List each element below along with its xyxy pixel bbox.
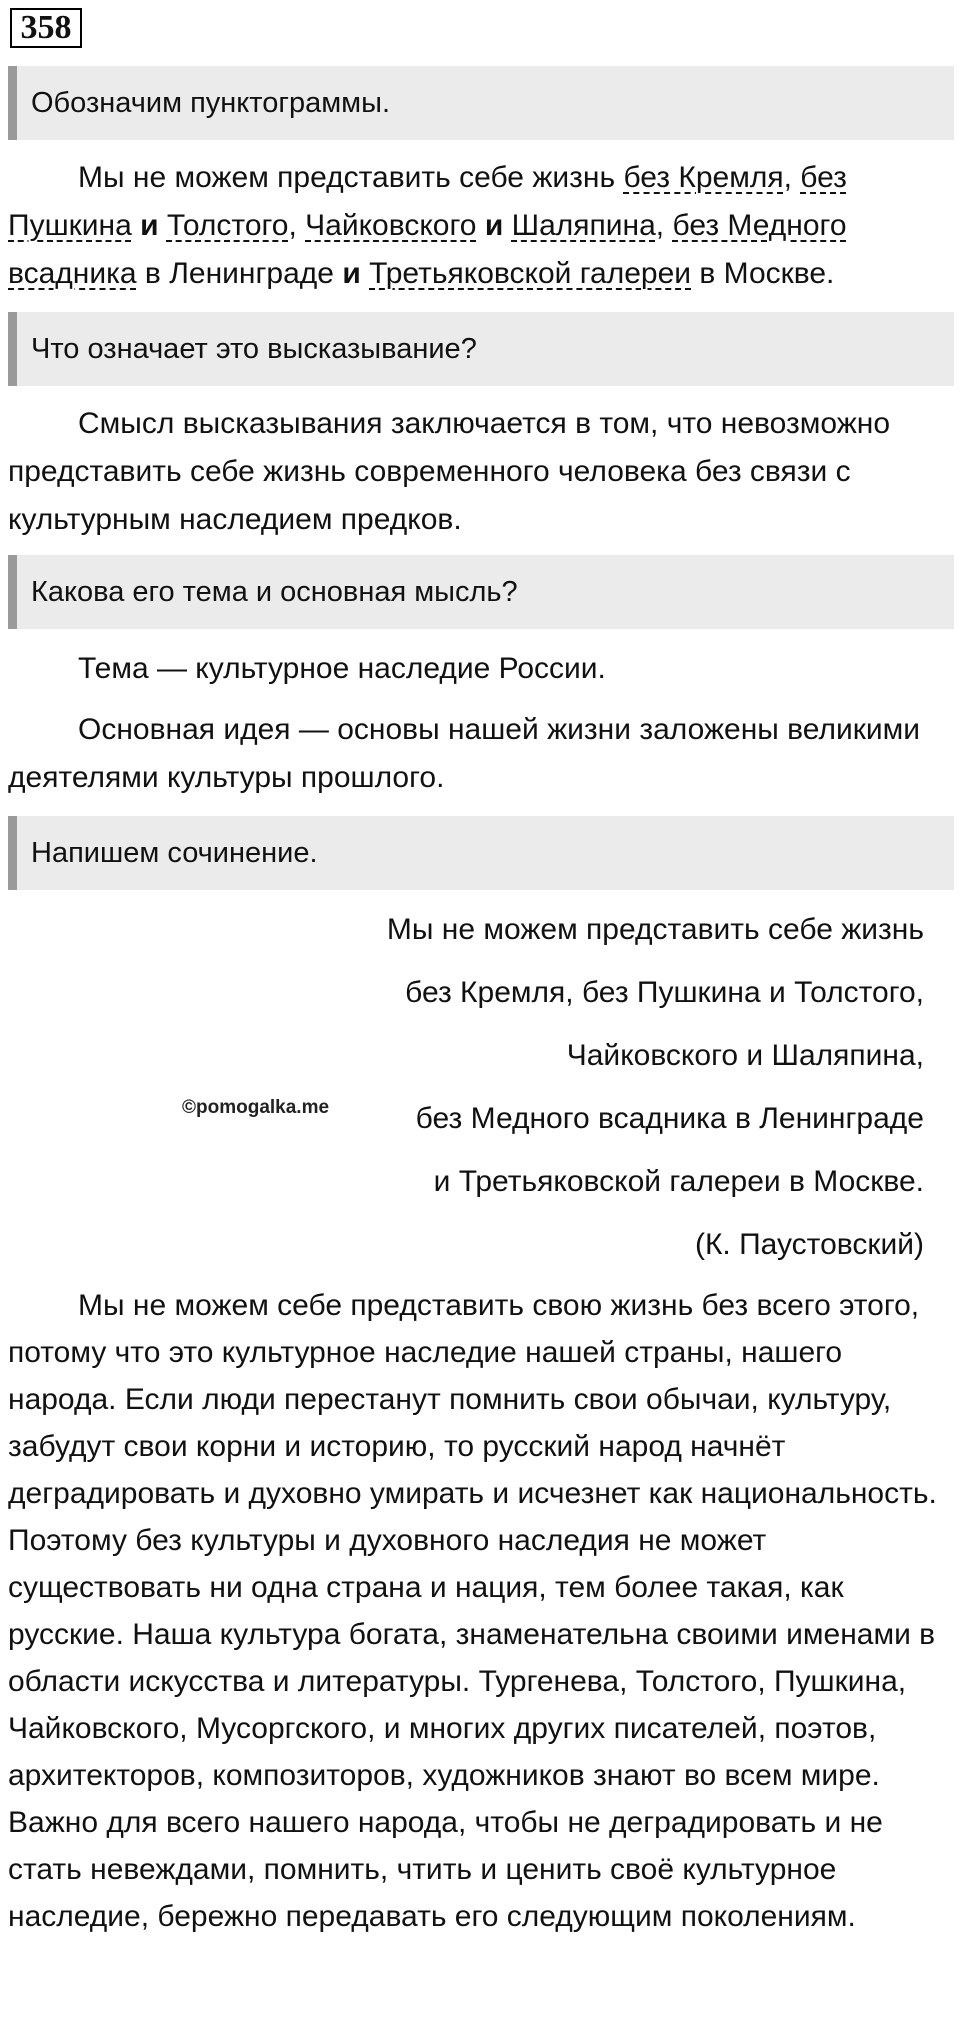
homogeneous-member: Толстого [166,209,289,242]
homogeneous-member: Шаляпина [511,209,656,242]
sentence-text: Мы не можем представить себе жизнь [78,161,624,194]
section-heading-essay: Напишем сочинение. [8,816,954,890]
homogeneous-member: Третьяковской галереи [369,257,692,290]
homogeneous-member: без Кремля [623,161,784,194]
watermark: ©pomogalka.me [182,1097,330,1118]
theme-paragraph: Тема — культурное наследие России. [78,652,606,685]
sentence-text: , [655,209,673,242]
exercise-number: 358 [10,8,82,48]
homogeneous-member: Чайковского [305,209,477,242]
section-heading-theme: Какова его тема и основная мысль? [8,555,954,629]
quote-author: (К. Паустовский) [694,1228,924,1261]
conjunction: и [342,257,361,290]
homogeneous-member: Пушкина [8,209,132,242]
homogeneous-member: всадника [8,257,137,290]
meaning-paragraph: Смысл высказывания заключается в том, что невозможно представить себе жизнь современного человека без связи с культурным наследием предков. [8,407,891,536]
sentence-text: в Москве. [691,257,835,290]
quote-line: без Кремля, без Пушкина и Толстого, [405,976,924,1009]
essay-paragraph: Мы не можем себе представить свою жизнь без всего этого, потому что это культурное наследие нашей страны, нашего народа. Если люди перестанут помнить свои обычаи, культуру, забудут свои корни и историю, то русский народ начнёт деградировать и духовно умирать и исчезнет как национальность. Поэтому без культуры и духовного наследия не может существовать ни одна страна и нация, тем более такая, как русские. Наша культура богата, знаменательна своими именами в области искусства и литературы. Тургенева, Толстого, Пушкина, Чайковского, Мусоргского, и многих других писателей, поэтов, архитекторов, композиторов, художников знают во всем мире. Важно для всего нашего народа, чтобы не деградировать и не стать невеждами, помнить, чтить и ценить своё культурное наследие, бережно передавать его следующим поколениям. [8,1289,937,1933]
conjunction: и [484,209,504,242]
quote-line: Мы не можем представить себе жизнь [386,913,924,946]
sentence-text: , [288,209,306,242]
main-idea-paragraph: Основная идея — основы нашей жизни заложены великими деятелями культуры прошлого. [8,713,920,794]
sentence-text: , [783,161,801,194]
homogeneous-member: без [800,161,847,194]
conjunction: и [140,209,159,242]
marked-sentence [8,154,948,298]
section-heading-punctuation: Обозначим пунктограммы. [8,66,954,140]
quote-line: Чайковского и Шаляпина, [566,1039,924,1072]
quote-line: без Медного всадника в Ленинграде [415,1102,924,1135]
section-heading-meaning: Что означает это высказывание? [8,312,954,386]
sentence-text: в Ленинграде [136,257,343,290]
quote-line: и Третьяковской галереи в Москве. [433,1165,924,1198]
homogeneous-member: без Медного [672,209,847,242]
